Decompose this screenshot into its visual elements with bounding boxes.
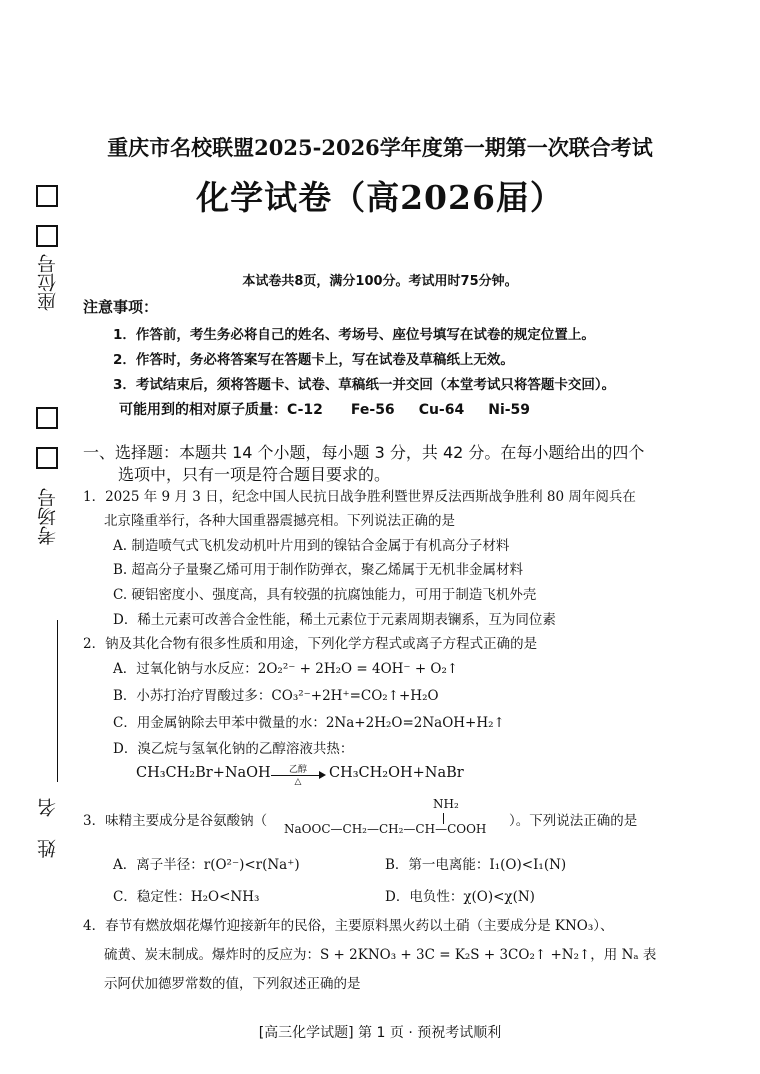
q3-nh2: NH₂ <box>433 797 459 811</box>
q3-structure: NaOOC—CH₂—CH₂—CH—COOH <box>284 822 487 836</box>
room-label: 考场号 <box>37 488 59 545</box>
section-heading-line1: 一、选择题：本题共 14 个小题，每小题 3 分，共 42 分。在每小题给出的四个 <box>83 443 645 462</box>
q2-b-label: B．小苏打治疗胃酸过多： <box>113 688 272 704</box>
exam-info: 本试卷共8页，满分100分。考试用时75分钟。 <box>242 274 518 289</box>
section-heading-line2: 选项中，只有一项是符合题目要求的。 <box>118 465 391 484</box>
q2-option-d[interactable]: D．溴乙烷与氢氧化钠的乙醇溶液共热： <box>113 741 354 757</box>
name-line[interactable] <box>57 620 58 782</box>
q2-c-equation: 2Na+2H₂O=2NaOH+H₂↑ <box>325 715 505 731</box>
seat-box-2[interactable] <box>36 225 58 247</box>
q2-a-label: A．过氧化钠与水反应： <box>113 661 258 677</box>
reaction-condition-bottom: △ <box>294 777 302 787</box>
atomic-label: 可能用到的相对原子质量： <box>119 402 287 418</box>
arrow-line <box>271 775 323 776</box>
q2-c-label: C．用金属钠除去甲苯中微量的水： <box>113 715 326 731</box>
atomic-mass-cu: Cu-64 <box>418 402 465 418</box>
q2-d-left: CH₃CH₂Br+NaOH <box>136 765 271 781</box>
q2-option-b[interactable] <box>113 684 439 704</box>
q3-option-c[interactable]: C．稳定性：H₂O<NH₃ <box>113 889 260 905</box>
q3-option-b[interactable]: B．第一电离能：I₁(O)<I₁(N) <box>385 857 567 873</box>
exam-title: 化学试卷（高2026届） <box>196 178 564 217</box>
q4-line-3: 示阿伏加德罗常数的值，下列叙述正确的是 <box>104 976 361 992</box>
q1-option-c[interactable]: C. 硬铝密度小、强度高，具有较强的抗腐蚀能力，可用于制造飞机外壳 <box>113 587 537 603</box>
q2-b-equation: CO₃²⁻+2H⁺=CO₂↑+H₂O <box>271 688 439 704</box>
q3-option-a[interactable]: A．离子半径：r(O²⁻)<r(Na⁺) <box>113 857 300 873</box>
name-label: 姓 名 <box>37 790 59 859</box>
q1-option-b[interactable]: B. 超高分子量聚乙烯可用于制作防弹衣，聚乙烯属于无机非金属材料 <box>113 562 524 578</box>
q2-d-right: CH₃CH₂OH+NaBr <box>329 765 464 781</box>
q1-option-d[interactable]: D．稀土元素可改善合金性能，稀土元素位于元素周期表镧系，互为同位素 <box>113 612 556 628</box>
q2-stem: 2．钠及其化合物有很多性质和用途，下列化学方程式或离子方程式正确的是 <box>83 636 538 652</box>
atomic-mass-ni: Ni-59 <box>488 402 531 418</box>
room-box-2[interactable] <box>36 447 58 469</box>
notice-item-3: 3．考试结束后，须将答题卡、试卷、草稿纸一并交回（本堂考试只将答题卡交回）。 <box>113 377 616 393</box>
atomic-mass-c: C-12 <box>287 402 323 418</box>
q3-stem-post: ）。下列说法正确的是 <box>509 813 638 829</box>
q4-line-2: 硫黄、炭末制成。爆炸时的反应为：S + 2KNO₃ + 3C = K₂S + 3CO₂↑ +N₂↑，用 Nₐ 表 <box>104 947 657 963</box>
notice-title: 注意事项： <box>83 298 159 316</box>
q4-line-1: 4．春节有燃放烟花爆竹迎接新年的民俗，主要原料黑火药以土硝（主要成分是 KNO₃）、 <box>83 918 614 934</box>
atomic-mass-fe: Fe-56 <box>350 402 395 418</box>
q3-stem-pre: 3．味精主要成分是谷氨酸钠（ <box>83 813 268 829</box>
exam-subtitle: 重庆市名校联盟2025-2026学年度第一期第一次联合考试 <box>107 135 653 160</box>
page-footer: [高三化学试题] 第 1 页 · 预祝考试顺利 <box>258 1025 502 1041</box>
q2-option-c[interactable] <box>113 711 505 731</box>
notice-item-1: 1．作答前，考生务必将自己的姓名、考场号、座位号填写在试卷的规定位置上。 <box>113 327 595 343</box>
reaction-arrow <box>269 765 327 787</box>
atomic-masses <box>119 399 530 419</box>
q2-option-a[interactable] <box>113 657 458 677</box>
room-box-1[interactable] <box>36 407 58 429</box>
reaction-condition-top: 乙醇 <box>288 765 307 775</box>
seat-label: 座位号 <box>37 254 59 311</box>
q1-stem-1: 1．2025 年 9 月 3 日，纪念中国人民抗日战争胜利暨世界反法西斯战争胜利 80 周年阅兵在 <box>83 489 636 505</box>
q1-stem-2: 北京隆重举行，各种大国重器震撼亮相。下列说法正确的是 <box>104 513 455 529</box>
q3-option-d[interactable]: D．电负性：χ(O)<χ(N) <box>385 889 535 905</box>
q2-a-equation: 2O₂²⁻ + 2H₂O = 4OH⁻ + O₂↑ <box>257 661 459 677</box>
notice-item-2: 2．作答时，务必将答案写在答题卡上，写在试卷及草稿纸上无效。 <box>113 352 514 368</box>
q1-option-a[interactable]: A. 制造喷气式飞机发动机叶片用到的镍钴合金属于有机高分子材料 <box>113 538 510 554</box>
